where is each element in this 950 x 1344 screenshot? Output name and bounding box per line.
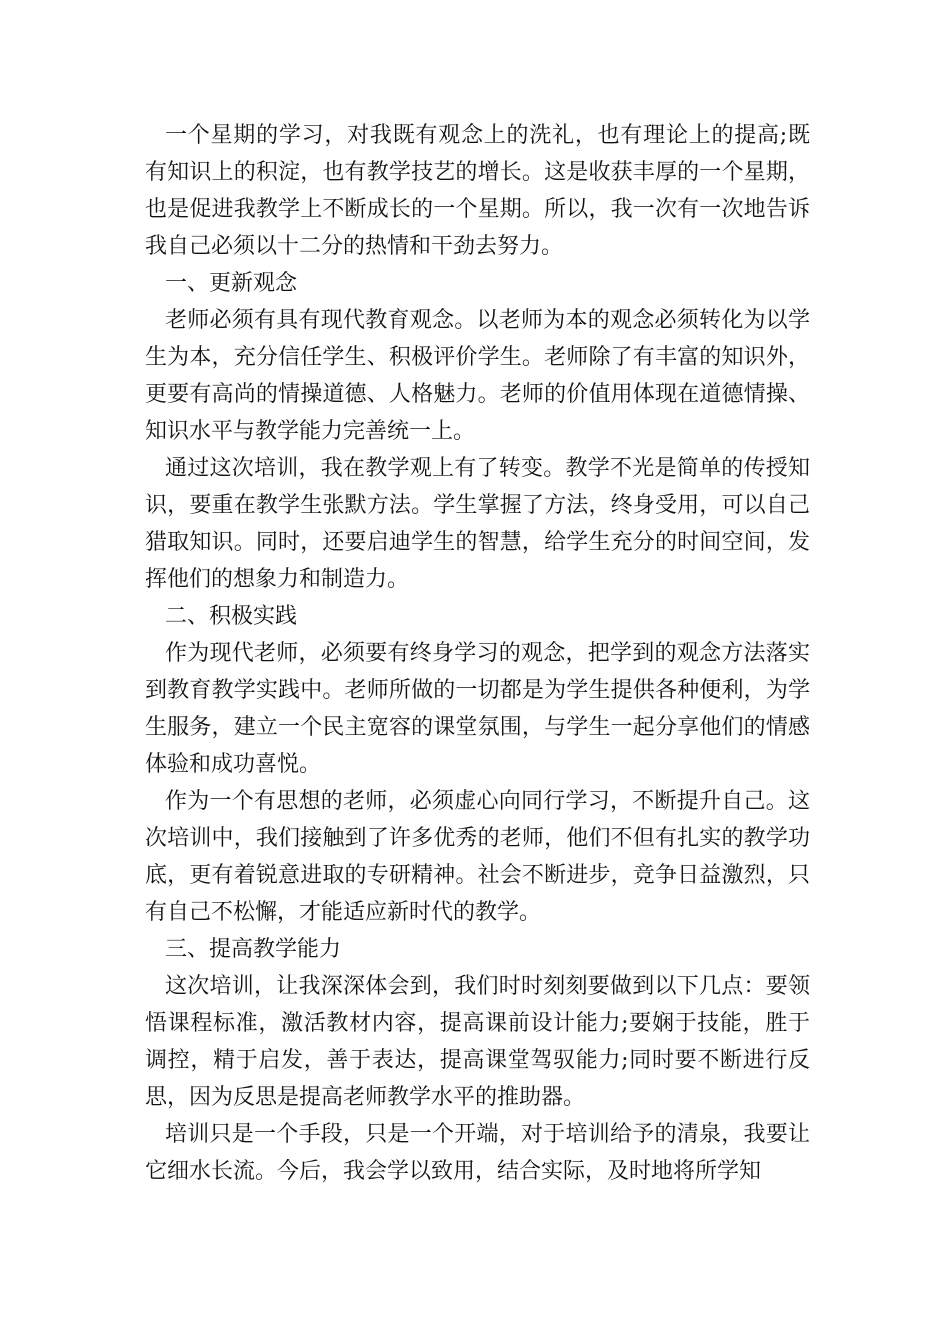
intro-paragraph: 一个星期的学习，对我既有观念上的洗礼，也有理论上的提高;既有知识上的积淀，也有教学技艺的增长。这是收获丰厚的一个星期，也是促进我教学上不断成长的一个星期。所以，我一次有一次地告诉我自己必须以十二分的热情和干劲去努力。 xyxy=(145,123,810,259)
section-heading-3: 三、提高教学能力 xyxy=(165,937,342,962)
paragraph: 这次培训，让我深深体会到，我们时时刻刻要做到以下几点：要领悟课程标准，激活教材内容，提高课前设计能力;要娴于技能，胜于调控，精于启发，善于表达，提高课堂驾驭能力;同时要不断进行反思，因为反思是提高老师教学水平的推助器。 xyxy=(145,974,810,1110)
paragraph: 作为一个有思想的老师，必须虚心向同行学习，不断提升自己。这次培训中，我们接触到了许多优秀的老师，他们不但有扎实的教学功底，更有着锐意进取的专研精神。社会不断进步，竞争日益激烈，只有自己不松懈，才能适应新时代的教学。 xyxy=(145,789,810,925)
document-body xyxy=(145,117,810,1190)
paragraph: 作为现代老师，必须要有终身学习的观念，把学到的观念方法落实到教育教学实践中。老师所做的一切都是为学生提供各种便利，为学生服务，建立一个民主宽容的课堂氛围，与学生一起分享他们的情感体验和成功喜悦。 xyxy=(145,641,810,777)
paragraph: 培训只是一个手段，只是一个开端，对于培训给予的清泉，我要让它细水长流。今后，我会学以致用，结合实际，及时地将所学知 xyxy=(145,1122,810,1184)
paragraph: 老师必须有具有现代教育观念。以老师为本的观念必须转化为以学生为本，充分信任学生、积极评价学生。老师除了有丰富的知识外，更要有高尚的情操道德、人格魅力。老师的价值用体现在道德情操、知识水平与教学能力完善统一上。 xyxy=(145,308,810,444)
section-heading-2: 二、积极实践 xyxy=(165,604,298,629)
paragraph: 通过这次培训，我在教学观上有了转变。教学不光是简单的传授知识，要重在教学生张默方法。学生掌握了方法，终身受用，可以自己猎取知识。同时，还要启迪学生的智慧，给学生充分的时间空间，发挥他们的想象力和制造力。 xyxy=(145,456,810,592)
section-heading-1: 一、更新观念 xyxy=(165,271,298,296)
